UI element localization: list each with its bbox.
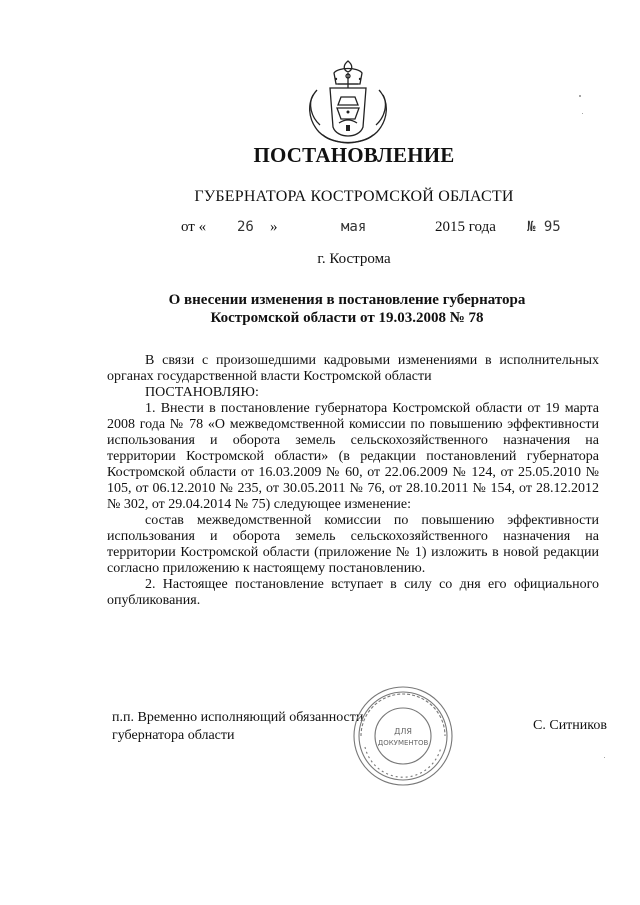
intro-paragraph: В связи с произошедшими кадровыми изменениями в исполнительных органах государственной власти Костромской области — [107, 353, 599, 384]
scan-dot — [604, 757, 605, 758]
signature-title — [112, 709, 363, 745]
signature-line-1: п.п. Временно исполняющий обязанности — [112, 710, 364, 725]
official-stamp-icon — [348, 681, 458, 791]
document-body — [107, 353, 599, 609]
signature-line-2: губернатора области — [112, 728, 235, 743]
date-year: 2015 года — [435, 219, 496, 235]
document-number: № 95 — [527, 219, 561, 235]
signatory-name: С. Ситников — [533, 718, 607, 733]
stamp-center-line-2: ДОКУМЕНТОВ — [377, 739, 429, 747]
date-month: мая — [341, 219, 367, 235]
heading-line-1: О внесении изменения в постановление губернатора — [168, 292, 526, 308]
stamp-center-line-1: ДЛЯ — [394, 727, 412, 736]
point-1-detail: состав межведомственной комиссии по повышению эффективности использования и оборота земель сельскохозяйственного назначения на территории Костромской области (приложение № 1) изложить в новой редакции согласно приложению к настоящему постановлению. — [107, 513, 599, 576]
point-2: 2. Настоящее постановление вступает в силу со дня его официального опубликования. — [107, 577, 599, 608]
document-subtitle: ГУБЕРНАТОРА КОСТРОМСКОЙ ОБЛАСТИ — [194, 188, 514, 205]
document-title: ПОСТАНОВЛЕНИЕ — [253, 143, 455, 167]
document-heading — [152, 291, 542, 327]
scan-dot — [582, 113, 583, 114]
date-day: 26 — [237, 219, 254, 235]
date-close-quote: » — [270, 219, 278, 235]
heading-line-2: Костромской области от 19.03.2008 № 78 — [210, 310, 484, 326]
point-1: 1. Внести в постановление губернатора Костромской области от 19 марта 2008 года № 78 «О межведомственной комиссии по повышению эффективности использования и оборота земель сельскохозяйственного назначения на территории Костромской области» (в редакции постановлений губернатора Костромской области от 16.03.2009 № 60, от 22.06.2009 № 124, от 25.05.2010 № 105, от 06.12.2010 № 235, от 30.05.2011 № 76, от 28.10.2011 № 154, от 28.12.2012 № 302, от 29.04.2014 № 75) следующее изменение: — [107, 401, 599, 512]
decree-word: ПОСТАНОВЛЯЮ: — [145, 385, 259, 400]
coat-of-arms-icon — [303, 57, 393, 152]
document-city: г. Кострома — [317, 251, 391, 267]
date-prefix: от « — [181, 219, 207, 235]
scan-dot — [579, 95, 581, 97]
